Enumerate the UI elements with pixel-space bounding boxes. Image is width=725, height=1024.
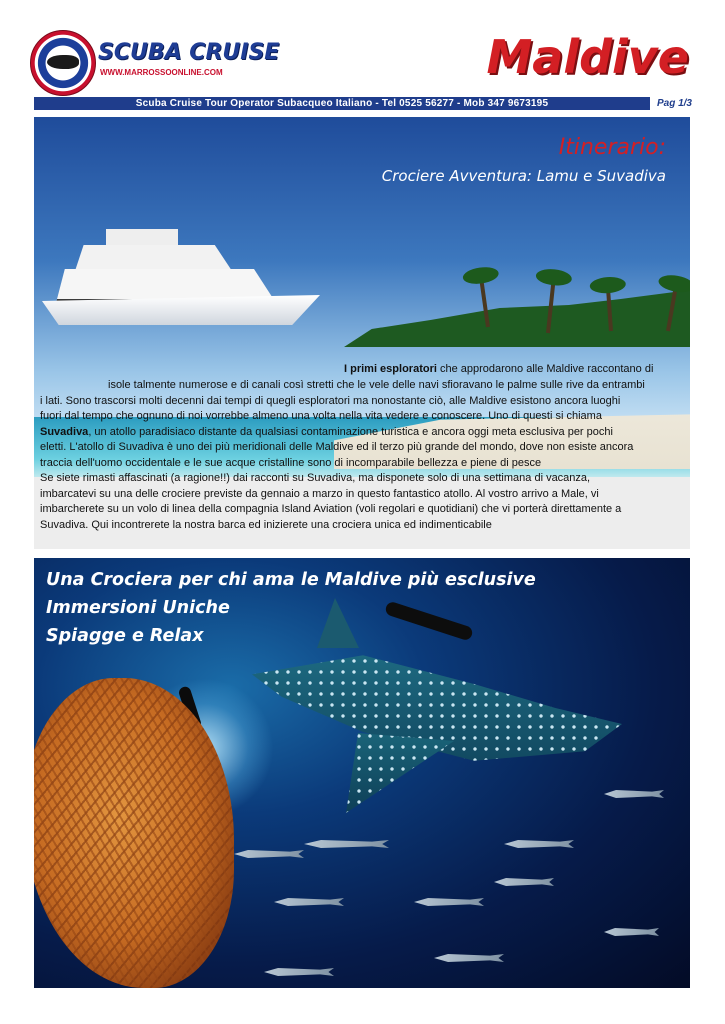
promo-caption: Una Crociera per chi ama le Maldive più esclusive — [46, 570, 536, 590]
text-run: Suvadiva. Qui incontrerete la nostra barca ed inizierete una crociera unica ed indimenticabile — [40, 519, 492, 531]
text-run: che approdarono alle Maldive raccontano di — [436, 363, 654, 375]
text-run: fuori dal tempo che ognuno di noi vorrebbe almeno una volta nella vita vedere e conoscere. Uno di questi si chiama — [40, 410, 602, 422]
shark-icon — [414, 898, 484, 906]
text-line — [40, 518, 492, 534]
text-run: , un atollo paradisiaco distante da qualsiasi contaminazione turistica e ancora oggi meta esclusiva per pochi — [88, 426, 613, 438]
shark-icon — [504, 840, 574, 848]
text-line — [40, 425, 613, 441]
shark-icon — [494, 878, 554, 886]
shark-icon — [274, 898, 344, 906]
underwater-image — [34, 558, 690, 988]
text-line — [40, 440, 633, 456]
logo-url: WWW.MARROSSOONLINE.COM — [100, 68, 223, 77]
promo-caption: Spiagge e Relax — [46, 626, 204, 646]
text-bold: Suvadiva — [40, 426, 89, 438]
shark-icon — [234, 850, 304, 858]
promo-caption: Immersioni Uniche — [46, 598, 230, 618]
itinerary-title: Itinerario: — [558, 135, 666, 160]
whale-shark-pectoral-fin — [334, 733, 454, 813]
scuba-cruise-logo — [30, 30, 280, 96]
logo-seal-icon — [30, 30, 96, 96]
shark-icon — [264, 968, 334, 976]
text-run: eletti. L'atollo di Suvadiva è uno dei più meridionali delle Maldive ed il terzo più grande del mondo, dove non esiste ancora — [40, 441, 634, 453]
text-run: i lati. Sono trascorsi molti decenni dai tempi di quegli esploratori ma nonostante ciò, alle Maldive esistono ancora luoghi — [40, 395, 621, 407]
contact-bar: Scuba Cruise Tour Operator Subacqueo Italiano - Tel 0525 56277 - Mob 347 9673195 — [34, 97, 650, 110]
text-run: Se siete rimasti affascinati (a ragione!!) dai racconti su Suvadiva, ma disponete solo di una settimana di vacanza, — [40, 472, 591, 484]
text-line — [344, 362, 686, 378]
text-line — [40, 487, 599, 503]
hero-section — [34, 117, 690, 549]
text-line — [108, 378, 645, 394]
page-number: Pag 1/3 — [656, 98, 692, 109]
text-line — [40, 471, 590, 487]
logo-title: SCUBA CRUISE — [98, 40, 280, 65]
fish-icon — [47, 55, 79, 69]
shark-icon — [304, 840, 389, 848]
promo-captions — [46, 566, 536, 650]
text-line — [40, 456, 541, 472]
text-bold: I primi esploratori — [344, 363, 437, 375]
text-line — [40, 409, 602, 425]
text-run: traccia dell'uomo occidentale e le sue acque cristalline sono di incomparabile bellezza e piene di pesce — [40, 457, 542, 469]
shark-icon — [604, 790, 664, 798]
text-run: isole talmente numerose e di canali così stretti che le vele delle navi sfioravano le palme sulle rive da entrambi — [108, 379, 645, 391]
text-line — [40, 394, 620, 410]
text-line — [40, 502, 621, 518]
shark-icon — [604, 928, 659, 936]
shark-icon — [434, 954, 504, 962]
whale-shark — [252, 636, 622, 796]
intro-text — [34, 361, 690, 549]
page-title: Maldive — [486, 30, 689, 84]
text-run: imbarcherete su un volo di linea della compagnia Island Aviation (voli regolari e quotidiani) che vi porterà direttamente a — [40, 503, 622, 515]
text-run: imbarcatevi su una delle crociere previste da gennaio a marzo in questo fantastico atollo. Al vostro arrivo a Male, vi — [40, 488, 599, 500]
itinerary-subtitle: Crociere Avventura: Lamu e Suvadiva — [381, 167, 666, 185]
